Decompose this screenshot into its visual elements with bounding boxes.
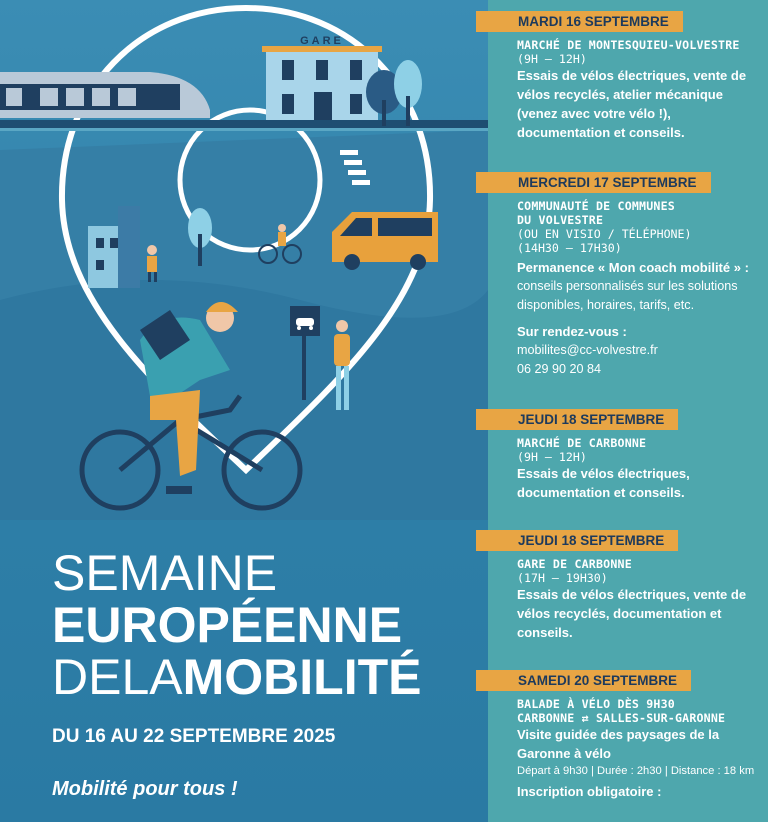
rail-track <box>0 120 488 128</box>
event-location: MARCHÉ DE CARBONNE <box>517 436 647 450</box>
event-date-band: MERCREDI 17 SEPTEMBRE <box>476 172 711 193</box>
event-location-line-1: BALADE À VÉLO DÈS 9H30 <box>517 697 675 711</box>
event-item <box>488 11 768 142</box>
event-location: GARE DE CARBONNE <box>517 557 632 571</box>
title-line-3 <box>52 649 422 705</box>
event-phone[interactable]: 06 29 90 20 84 <box>517 362 602 376</box>
mobility-illustration <box>0 0 488 520</box>
event-hours: (9H – 12H) <box>517 450 587 464</box>
train-icon <box>0 72 210 118</box>
event-location-line-2: DU VOLVESTRE <box>517 213 604 227</box>
event-date-band: JEUDI 18 SEPTEMBRE <box>476 530 678 551</box>
title-line-1: SEMAINE <box>52 545 278 601</box>
rail-line <box>0 128 488 131</box>
event-item <box>488 670 768 801</box>
event-title <box>52 545 422 705</box>
event-location-line-2: CARBONNE ⇄ SALLES-SUR-GARONNE <box>517 711 726 725</box>
event-dates: DU 16 AU 22 SEPTEMBRE 2025 <box>52 726 336 747</box>
event-hours: (9H – 12H) <box>517 52 587 66</box>
van-icon <box>332 212 438 270</box>
event-date-band: MARDI 16 SEPTEMBRE <box>476 11 683 32</box>
event-date-band: JEUDI 18 SEPTEMBRE <box>476 409 678 430</box>
event-description: Essais de vélos électriques, vente de vélos recyclés, documentation et conseils. <box>517 587 747 640</box>
event-description: Essais de vélos électriques, vente de vélos recyclés, atelier mécanique (venez avec votre vélo !), documentation et conseils. <box>517 68 747 140</box>
event-hours: (17H – 19H30) <box>517 571 608 585</box>
slogan: Mobilité pour tous ! <box>52 778 238 800</box>
event-details: conseils personnalisés sur les solutions disponibles, horaires, tarifs, etc. <box>517 279 738 312</box>
event-permanence: Permanence « Mon coach mobilité » : <box>517 260 749 275</box>
event-email[interactable]: mobilites@cc-volvestre.fr <box>517 343 658 357</box>
event-location-line-1: COMMUNAUTÉ DE COMMUNES <box>517 199 675 213</box>
event-inscription: Inscription obligatoire : <box>517 784 662 799</box>
event-description: Visite guidée des paysages de la Garonne à vélo <box>517 727 720 761</box>
title-line-3-light: DELA <box>52 649 183 705</box>
event-item <box>488 172 768 379</box>
event-item <box>488 409 768 502</box>
event-location: MARCHÉ DE MONTESQUIEU-VOLVESTRE <box>517 38 740 52</box>
title-line-3-bold: MOBILITÉ <box>182 649 422 705</box>
station-sign: GARE <box>300 35 344 47</box>
event-date-band: SAMEDI 20 SEPTEMBRE <box>476 670 691 691</box>
event-hours-line-1: (OU EN VISIO / TÉLÉPHONE) <box>517 227 692 241</box>
event-item <box>488 530 768 642</box>
event-details: Départ à 9h30 | Durée : 2h30 | Distance : 18 km <box>517 765 755 777</box>
program-panel <box>488 0 768 822</box>
station-building-icon <box>262 46 382 120</box>
event-hours-line-2: (14H30 – 17H30) <box>517 241 622 255</box>
title-line-2: EUROPÉENNE <box>52 597 403 653</box>
event-rdv-label: Sur rendez-vous : <box>517 324 627 339</box>
event-description: Essais de vélos électriques, documentation et conseils. <box>517 466 690 500</box>
